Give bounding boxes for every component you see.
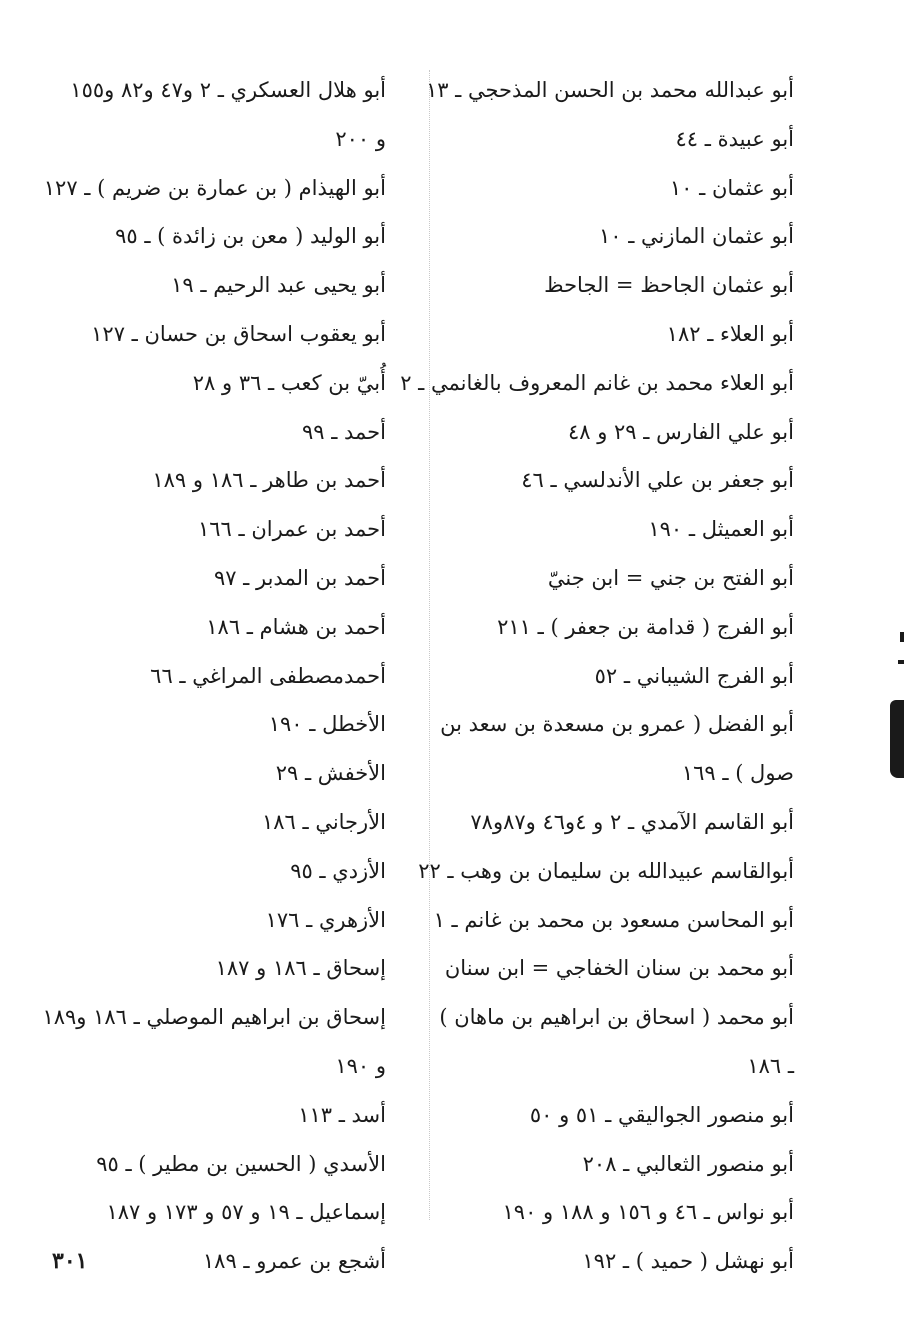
index-entry: أحمد ـ ٩٩ [301,419,386,444]
index-entry: إسحاق بن ابراهيم الموصلي ـ ١٨٦ و١٨٩ [42,1005,386,1030]
index-entry: أبو المحاسن مسعود بن محمد بن غانم ـ ١ [433,907,794,932]
index-entry: أبو عثمان المازني ـ ١٠ [598,224,794,249]
index-entry: أبو الفتح بن جني = ابن جنيّ [547,565,794,590]
scan-edge-mark [890,700,904,778]
index-entry: أبو يحيى عبد الرحيم ـ ١٩ [171,273,386,298]
index-entry: أبو عبدالله محمد بن الحسن المذحجي ـ ١٣ [425,78,794,102]
index-entry: و ٢٠٠ [335,126,386,151]
index-column-right [400,66,794,1286]
index-entry: إسماعيل ـ ١٩ و ٥٧ و ١٧٣ و ١٨٧ [106,1200,386,1225]
index-entry: أبو علي الفارس ـ ٢٩ و ٤٨ [567,419,794,444]
index-entry: أُبيّ بن كعب ـ ٣٦ و ٢٨ [192,370,386,395]
index-entry: أبو هلال العسكري ـ ٢ و٤٧ و٨٢ و١٥٥ [70,78,386,102]
index-entry: أشجع بن عمرو ـ ١٨٩ [202,1249,386,1274]
index-entry: أبو محمد بن سنان الخفاجي = ابن سنان [444,956,794,981]
index-entry: أبو العلاء محمد بن غانم المعروف بالغانمي ـ ٢ [400,370,794,395]
index-entry: أبو عثمان الجاحظ = الجاحظ [544,273,794,298]
index-entry: أبو نهشل ( حميد ) ـ ١٩٢ [582,1249,794,1274]
scan-edge-mark [900,632,904,642]
index-entry: أبو يعقوب اسحاق بن حسان ـ ١٢٧ [91,321,386,346]
index-entry: ـ ١٨٦ [747,1053,794,1078]
index-entry: أبو العلاء ـ ١٨٢ [666,321,794,346]
column-divider [429,70,430,1220]
index-entry: أبو نواس ـ ٤٦ و ١٥٦ و ١٨٨ و ١٩٠ [502,1200,794,1225]
index-entry: أبو الوليد ( معن بن زائدة ) ـ ٩٥ [115,224,386,249]
index-entry: أبو الهيذام ( بن عمارة بن ضريم ) ـ ١٢٧ [43,175,386,200]
index-entry: إسحاق ـ ١٨٦ و ١٨٧ [215,956,386,981]
index-entry: أبو محمد ( اسحاق بن ابراهيم بن ماهان ) [439,1005,794,1030]
index-entry: أبو العميثل ـ ١٩٠ [648,517,794,542]
index-entry: أبوالقاسم عبيدالله بن سليمان بن وهب ـ ٢٢ [418,858,794,883]
index-entry: صول ) ـ ١٦٩ [681,761,794,786]
index-entry: أحمد بن هشام ـ ١٨٦ [206,614,386,639]
index-entry: الأزدي ـ ٩٥ [290,858,386,883]
index-entry: أبو جعفر بن علي الأندلسي ـ ٤٦ [521,468,794,493]
index-entry: الأسدي ( الحسين بن مطير ) ـ ٩٥ [96,1151,386,1176]
index-entry: أحمد بن طاهر ـ ١٨٦ و ١٨٩ [152,468,386,493]
index-entry: أبو الفرج ( قدامة بن جعفر ) ـ ٢١١ [497,614,794,639]
index-column-left [8,66,386,1286]
page-number: ٣٠١ [52,1248,88,1274]
index-entry: أسد ـ ١١٣ [298,1102,386,1127]
index-entry: الأخطل ـ ١٩٠ [268,712,386,737]
index-entry: أبو الفضل ( عمرو بن مسعدة بن سعد بن [440,712,794,737]
index-entry: أبو منصور الجواليقي ـ ٥١ و ٥٠ [529,1102,794,1127]
index-entry: أبو عبيدة ـ ٤٤ [675,126,794,151]
index-entry: أبو منصور الثعالبي ـ ٢٠٨ [582,1151,794,1176]
index-entry: أحمد بن المدبر ـ ٩٧ [213,565,386,590]
index-entry: أبو القاسم الآمدي ـ ٢ و ٤و٤٦ و٨٧و٧٨ [470,809,794,834]
index-entry: و ١٩٠ [335,1053,386,1078]
scan-edge-mark [898,660,904,664]
index-entry: الأخفش ـ ٢٩ [275,761,386,786]
index-entry: أحمد بن عمران ـ ١٦٦ [197,517,386,542]
index-entry: أبو الفرج الشيباني ـ ٥٢ [594,663,794,688]
index-entry: الأرجاني ـ ١٨٦ [261,809,386,834]
index-entry: أحمدمصطفى المراغي ـ ٦٦ [150,663,386,688]
index-entry: أبو عثمان ـ ١٠ [669,175,794,200]
index-entry: الأزهري ـ ١٧٦ [265,907,386,932]
